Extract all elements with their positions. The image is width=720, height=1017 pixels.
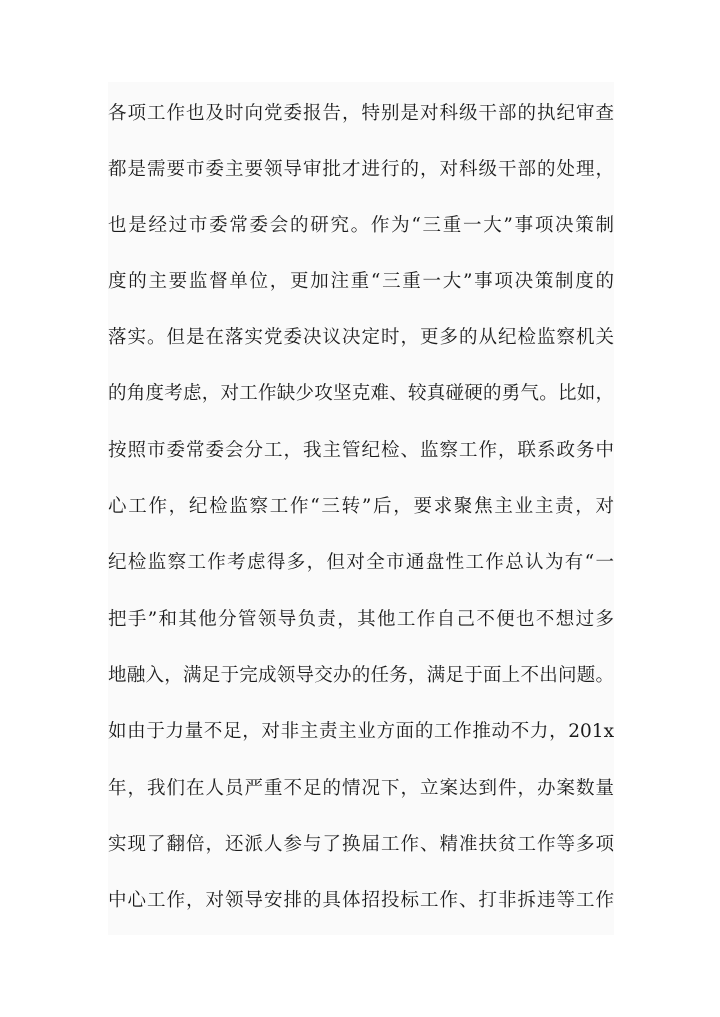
text-line: 纪检监察工作考虑得多，但对全市通盘性工作总认为有“一: [108, 552, 614, 573]
text-line: 心工作，纪检监察工作“三转”后，要求聚焦主业主责，对: [108, 496, 614, 517]
text-line: 也是经过市委常委会的研究。作为“三重一大”事项决策制: [108, 215, 614, 236]
text-line: 把手”和其他分管领导负责，其他工作自己不便也不想过多: [108, 609, 614, 630]
text-line: 的角度考虑，对工作缺少攻坚克难、较真碰硬的勇气。比如，: [108, 383, 614, 404]
text-line: 度的主要监督单位，更加注重“三重一大”事项决策制度的: [108, 271, 614, 292]
text-line: 中心工作，对领导安排的具体招投标工作、打非拆违等工作: [108, 890, 614, 911]
text-line: 都是需要市委主要领导审批才进行的，对科级干部的处理，: [108, 159, 614, 180]
text-line: 地融入，满足于完成领导交办的任务，满足于面上不出问题。: [108, 665, 614, 686]
text-line: 按照市委常委会分工，我主管纪检、监察工作，联系政务中: [108, 440, 614, 461]
text-line: 实现了翻倍，还派人参与了换届工作、精准扶贫工作等多项: [108, 834, 614, 855]
body-text: [108, 82, 614, 935]
text-line: 落实。但是在落实党委决议决定时，更多的从纪检监察机关: [108, 327, 614, 348]
text-line: 年，我们在人员严重不足的情况下，立案达到件，办案数量: [108, 778, 614, 799]
text-line: 如由于力量不足，对非主责主业方面的工作推动不力，201x: [108, 721, 614, 742]
text-line: 各项工作也及时向党委报告，特别是对科级干部的执纪审查: [108, 103, 614, 124]
